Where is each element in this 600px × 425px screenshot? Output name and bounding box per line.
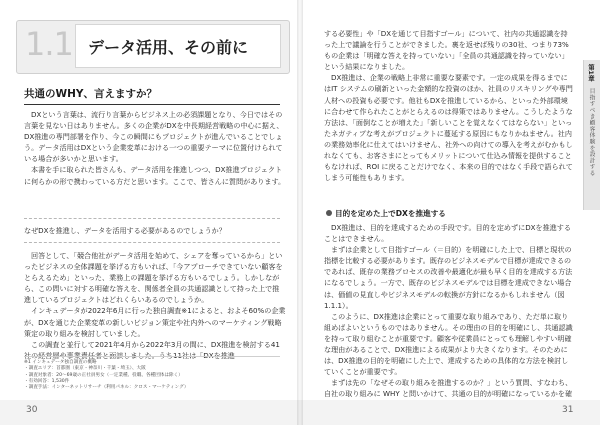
section-title-box [75, 24, 281, 68]
right-page [300, 0, 600, 425]
right-bottom-text [324, 222, 574, 411]
chapter-side-tab [583, 60, 600, 210]
footer-bar [0, 400, 300, 425]
page-number: 30 [26, 405, 38, 415]
chapter-number: 第1章 [587, 64, 595, 82]
section-title: データ活用、その前に [88, 37, 249, 57]
footnote-line: ・調査対象者：20～69歳の正社員男女（一定業種、役職、各種団体は除く） [24, 372, 183, 378]
question-text: なぜDXを推進し、データを活用する必要があるのでしょうか？ [24, 226, 226, 235]
paragraph: DXという言葉は、流行り言葉からビジネス上の必須課題となり、今日ではその言葉を見ない日はありません。多くの企業がDXを中長期経営戦略の中心に据え、DX推進の専門部署を作り、今この瞬間にもプロジェクトが進んでいることでしょう。データ活用はDXという企業変革における一つの重要テーマに位置付けられている場合が多いかと思います。 [24, 110, 284, 164]
footnote-line: ・調査エリア：首都圏（東京・神奈川・千葉・埼玉）、大阪 [24, 366, 146, 372]
paragraph: 本書を手に取られた皆さんも、データ活用を推進しつつ、DX推進プロジェクトに何らかの形で携わっている方だと思います。ここで、皆さんに質問があります。 [24, 165, 286, 186]
section-header [16, 20, 290, 74]
subsection-heading [326, 208, 446, 219]
paragraph: 回答として、「競合他社がデータ活用を始めて、シェアを奪っているから」といったビジネスの全体課題を挙げる方もいれば、「今アプローチできていない顧客をとらえるため」といった、業務上の課題を挙げる方もいるでしょう。しかしながら、この問いに対する明確な答えを、関係者全員の共通認識として持った上で推進しているプロジェクトはどれくらいあるのでしょうか。 [24, 251, 283, 305]
paragraph: まずは先の「なぜその取り組みを推進するのか？」という質問、すなわち、自社の取り組みに WHY と問いかけて、共通の目的が明確になっているかを確 [324, 378, 573, 399]
answer-text [24, 250, 286, 361]
subheading-rule [24, 104, 280, 105]
paragraph: インキュデータが2022年6月に行った独自調査※1によると、およそ60%の企業が、DXを通じた企業変革の新しいビジョン策定や社内外へのマーケティング戦略策定の取り組みを検討していました。 [24, 306, 286, 338]
right-top-text [324, 28, 574, 183]
footer-bar [300, 400, 600, 425]
intro-text [24, 109, 286, 187]
subheading: 共通のWHY、言えますか？ [24, 88, 157, 100]
question-top-rule [24, 218, 280, 219]
bullet-icon [326, 210, 332, 216]
paragraph: DX推進は、目的を達成するための手段です。目的を定めずにDXを推進することはできません。 [324, 223, 571, 244]
paragraph: まずは企業として目指すゴール（＝目的）を明確にした上で、目標と現状の指標を比較する必要があります。既存のビジネスモデルで目標が達成できるのであれば、既存の業務プロセスの改善や最適化が最も早く目的を達成する方法になるでしょう。一方で、既存のビジネスモデルでは目標を達成できない場合は、価値の見直しやビジネスモデルの転換が方針になるかもしれません（図1.1.1）。 [324, 245, 573, 310]
footnote-rule [24, 356, 280, 357]
footnote-line: ※1 インキュデータ独自調査の概略 [24, 360, 97, 365]
paragraph: このように、DX推進は企業にとって重要な取り組みであり、ただ単に取り組めばよいというものではありません。その理由の目的を明確にし、共通認識を持って取り組むことが重要です。顧客や従業員にとっても理解しやすい明確な理由があることで、DX推進による成果がより大きくなります。そのためには、DX推進の目的を明確にした上で、達成するための具体的な方法を検討していくことが重要です。 [324, 311, 573, 377]
book-gutter [297, 0, 303, 425]
section-number: 1.1 [25, 25, 73, 63]
footnote-line: ・有効回答：1,530件 [24, 378, 70, 384]
subsection-heading-text: 目的を定めた上でDXを推進する [335, 209, 446, 218]
page-number: 31 [562, 405, 574, 415]
footnote-line: ・調査手法：インターネットリサーチ（利用パネル：クロス・マーケティング） [24, 385, 189, 391]
paragraph: する必要性」や「DXを通じて目指すゴール」について、社内の共通認識を持った上で議論を行うことができました。裏を返せば残りの30社、つまり73%もの企業は「明確な答えを持っていない」「全員の共通認識を持っていない」という結果になりました。 [324, 29, 569, 72]
paragraph: DX推進は、企業の戦略上非常に重要な要素です。一定の成果を得るまでにはIT システムの刷新といった金額的な投資のほか、社員のリスキリングや専門人材への投資も必要です。他社もDXを推進しているから、といった外部環境に合わせて作られたことがとらえるのは得策ではありません。こうしたような方法は、「面倒なことが増えた」「新しいことを覚えなくてはならない」といったネガティブな考えがプロジェクトに蔓延する原因にもなりかねません。社内の業務効率化に仕えてはいけません、社外への向けての導入を考えがむかもしれなくても、お客さまにとってもメリットについて仕込み情報を提供することもなければ、ROI に戻ることだけでなく、本来の目的ではなく手段で語られてしまう可能性もあります。 [324, 73, 573, 183]
paragraph: この調査と並行して2021年4月から2022年3月の間に、DX推進を検討する41社の経営層や事業責任者と面談しました。うち11社は「DXを推進 [24, 339, 280, 360]
chapter-title: 目指すべき顧客体験を設計する [588, 88, 594, 177]
footnotes [24, 360, 286, 391]
question-bottom-rule [24, 242, 280, 243]
